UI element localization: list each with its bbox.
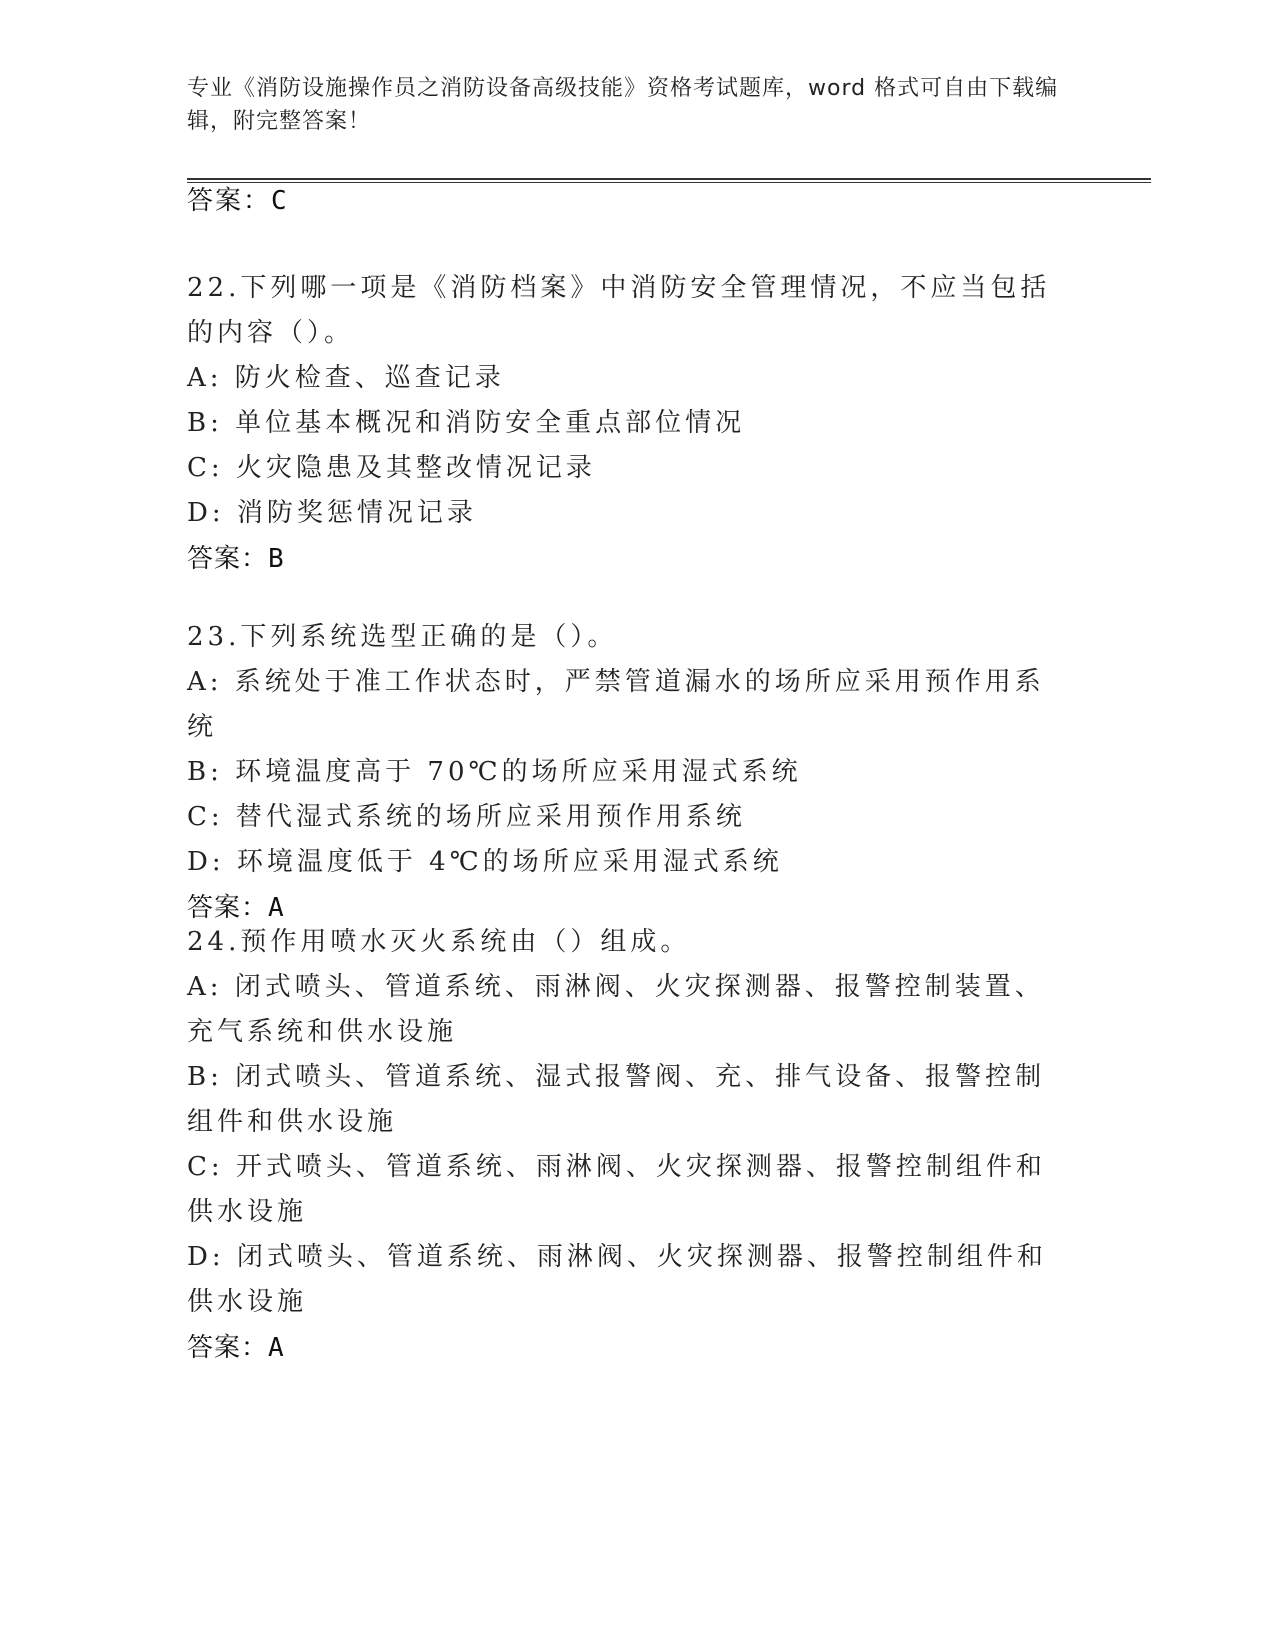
option-d: D: 闭式喷头、管道系统、雨淋阀、火灾探测器、报警控制组件和供水设施 bbox=[187, 1242, 1047, 1317]
option-c: C: 火灾隐患及其整改情况记录 bbox=[187, 453, 596, 483]
answer-value: C bbox=[271, 186, 287, 216]
option-a: A: 系统处于准工作状态时，严禁管道漏水的场所应采用预作用系统 bbox=[187, 667, 1045, 742]
question-stem: 23.下列系统选型正确的是（）。 bbox=[187, 622, 618, 652]
header-divider bbox=[187, 178, 1151, 183]
answer-label: 答案： bbox=[187, 544, 269, 574]
answer-label: 答案： bbox=[187, 186, 272, 216]
question-24 bbox=[187, 920, 1067, 1371]
question-23 bbox=[187, 615, 1067, 931]
question-stem: 24.预作用喷水灭火系统由（）组成。 bbox=[187, 927, 691, 957]
answer-label: 答案： bbox=[187, 1333, 269, 1363]
answer-value: A bbox=[268, 1333, 285, 1363]
question-stem: 22.下列哪一项是《消防档案》中消防安全管理情况，不应当包括的内容（）。 bbox=[187, 273, 1051, 348]
option-b: B: 环境温度高于 70℃的场所应采用湿式系统 bbox=[187, 757, 802, 787]
previous-answer bbox=[187, 184, 287, 218]
option-a: A: 防火检查、巡查记录 bbox=[187, 363, 505, 393]
option-d: D: 消防奖惩情况记录 bbox=[187, 498, 477, 528]
option-b: B: 闭式喷头、管道系统、湿式报警阀、充、排气设备、报警控制组件和供水设施 bbox=[187, 1062, 1046, 1137]
answer-label: 答案： bbox=[187, 893, 269, 923]
option-c: C: 替代湿式系统的场所应采用预作用系统 bbox=[187, 802, 746, 832]
question-22 bbox=[187, 266, 1067, 582]
question-answer bbox=[187, 537, 1067, 582]
option-d: D: 环境温度低于 4℃的场所应采用湿式系统 bbox=[187, 847, 783, 877]
option-c: C: 开式喷头、管道系统、雨淋阀、火灾探测器、报警控制组件和供水设施 bbox=[187, 1152, 1046, 1227]
answer-value: B bbox=[268, 544, 285, 574]
question-answer bbox=[187, 1326, 1067, 1371]
option-b: B: 单位基本概况和消防安全重点部位情况 bbox=[187, 408, 746, 438]
answer-value: A bbox=[268, 893, 285, 923]
option-a: A: 闭式喷头、管道系统、雨淋阀、火灾探测器、报警控制装置、充气系统和供水设施 bbox=[187, 972, 1045, 1047]
header-text: 专业《消防设施操作员之消防设备高级技能》资格考试题库，word 格式可自由下载编辑，附完整答案！ bbox=[187, 76, 1059, 134]
page-header bbox=[187, 72, 1067, 138]
